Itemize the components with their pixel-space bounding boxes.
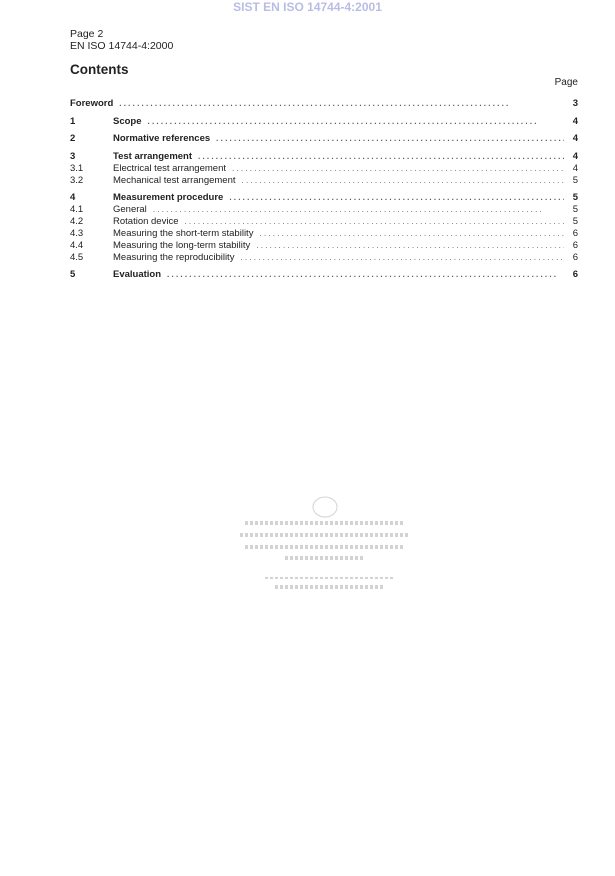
dot-leader — [184, 217, 564, 226]
dot-leader — [242, 176, 564, 185]
toc-entry-title: Foreword — [70, 98, 114, 109]
toc-entry[interactable] — [70, 269, 578, 281]
toc-entry-page: 6 — [572, 252, 578, 263]
toc-entry-page: 6 — [572, 269, 578, 280]
toc-entry-number: 3 — [70, 151, 76, 162]
toc-entry-number: 4.3 — [70, 228, 84, 239]
toc-entry-number: 3.1 — [70, 163, 84, 174]
dot-leader — [240, 253, 564, 262]
dot-leader — [232, 164, 564, 173]
toc-entry-title: General — [113, 204, 147, 215]
stamp-bleedthrough — [235, 495, 415, 590]
dot-leader — [119, 99, 564, 108]
toc-entry-page: 6 — [572, 228, 578, 239]
toc-entry-number: 4.1 — [70, 204, 84, 215]
toc-entry-page: 5 — [572, 216, 578, 227]
toc-entry[interactable] — [70, 204, 578, 216]
toc-entry-title: Evaluation — [113, 269, 162, 280]
toc-entry-number: 4.5 — [70, 252, 84, 263]
toc-entry-page: 5 — [572, 204, 578, 215]
toc-entry-title: Scope — [113, 116, 142, 127]
toc-entry-title: Electrical test arrangement — [113, 163, 226, 174]
toc-entry-page: 6 — [572, 240, 578, 251]
toc-entry[interactable] — [70, 240, 578, 252]
dot-leader — [167, 270, 564, 279]
dot-leader — [229, 193, 564, 202]
dot-leader — [216, 134, 564, 143]
toc-entry[interactable] — [70, 133, 578, 145]
toc-entry[interactable] — [70, 151, 578, 163]
page-column-label: Page — [554, 77, 578, 88]
toc-entry-number: 1 — [70, 116, 76, 127]
toc-entry-title: Measuring the long-term stability — [113, 240, 251, 251]
toc-entry[interactable] — [70, 252, 578, 264]
toc-entry-number: 4.2 — [70, 216, 84, 227]
toc-entry-number: 3.2 — [70, 175, 84, 186]
toc-entry[interactable] — [70, 175, 578, 187]
toc-entry-page: 4 — [572, 116, 578, 127]
toc-entry[interactable] — [70, 98, 578, 110]
toc-entry-number: 2 — [70, 133, 76, 144]
toc-entry[interactable] — [70, 216, 578, 228]
toc-entry[interactable] — [70, 228, 578, 240]
toc-entry-title: Measuring the reproducibility — [113, 252, 235, 263]
toc-entry-page: 5 — [572, 192, 578, 203]
toc-entry-title: Mechanical test arrangement — [113, 175, 236, 186]
toc-entry[interactable] — [70, 163, 578, 175]
dot-leader — [198, 152, 564, 161]
toc-entry-number: 5 — [70, 269, 76, 280]
toc-entry-number: 4.4 — [70, 240, 84, 251]
dot-leader — [153, 205, 564, 214]
toc-entry[interactable] — [70, 116, 578, 128]
toc-entry-title: Measurement procedure — [113, 192, 224, 203]
toc-entry-title: Test arrangement — [113, 151, 193, 162]
toc-entry-page: 5 — [572, 175, 578, 186]
toc-entry-page: 4 — [572, 133, 578, 144]
contents-title: Contents — [70, 62, 129, 77]
dot-leader — [259, 229, 564, 238]
toc-entry-page: 4 — [572, 163, 578, 174]
toc-entry-title: Rotation device — [113, 216, 179, 227]
toc-entry-page: 4 — [572, 151, 578, 162]
toc-entry-page: 3 — [572, 98, 578, 109]
toc-entry-number: 4 — [70, 192, 76, 203]
dot-leader — [148, 117, 564, 126]
dot-leader — [256, 241, 564, 250]
page-number: Page 2 — [70, 28, 104, 40]
standard-id: EN ISO 14744-4:2000 — [70, 40, 174, 52]
toc-entry-title: Measuring the short-term stability — [113, 228, 254, 239]
watermark: SIST EN ISO 14744-4:2001 — [233, 0, 382, 14]
toc-entry-title: Normative references — [113, 133, 211, 144]
toc-entry[interactable] — [70, 192, 578, 204]
